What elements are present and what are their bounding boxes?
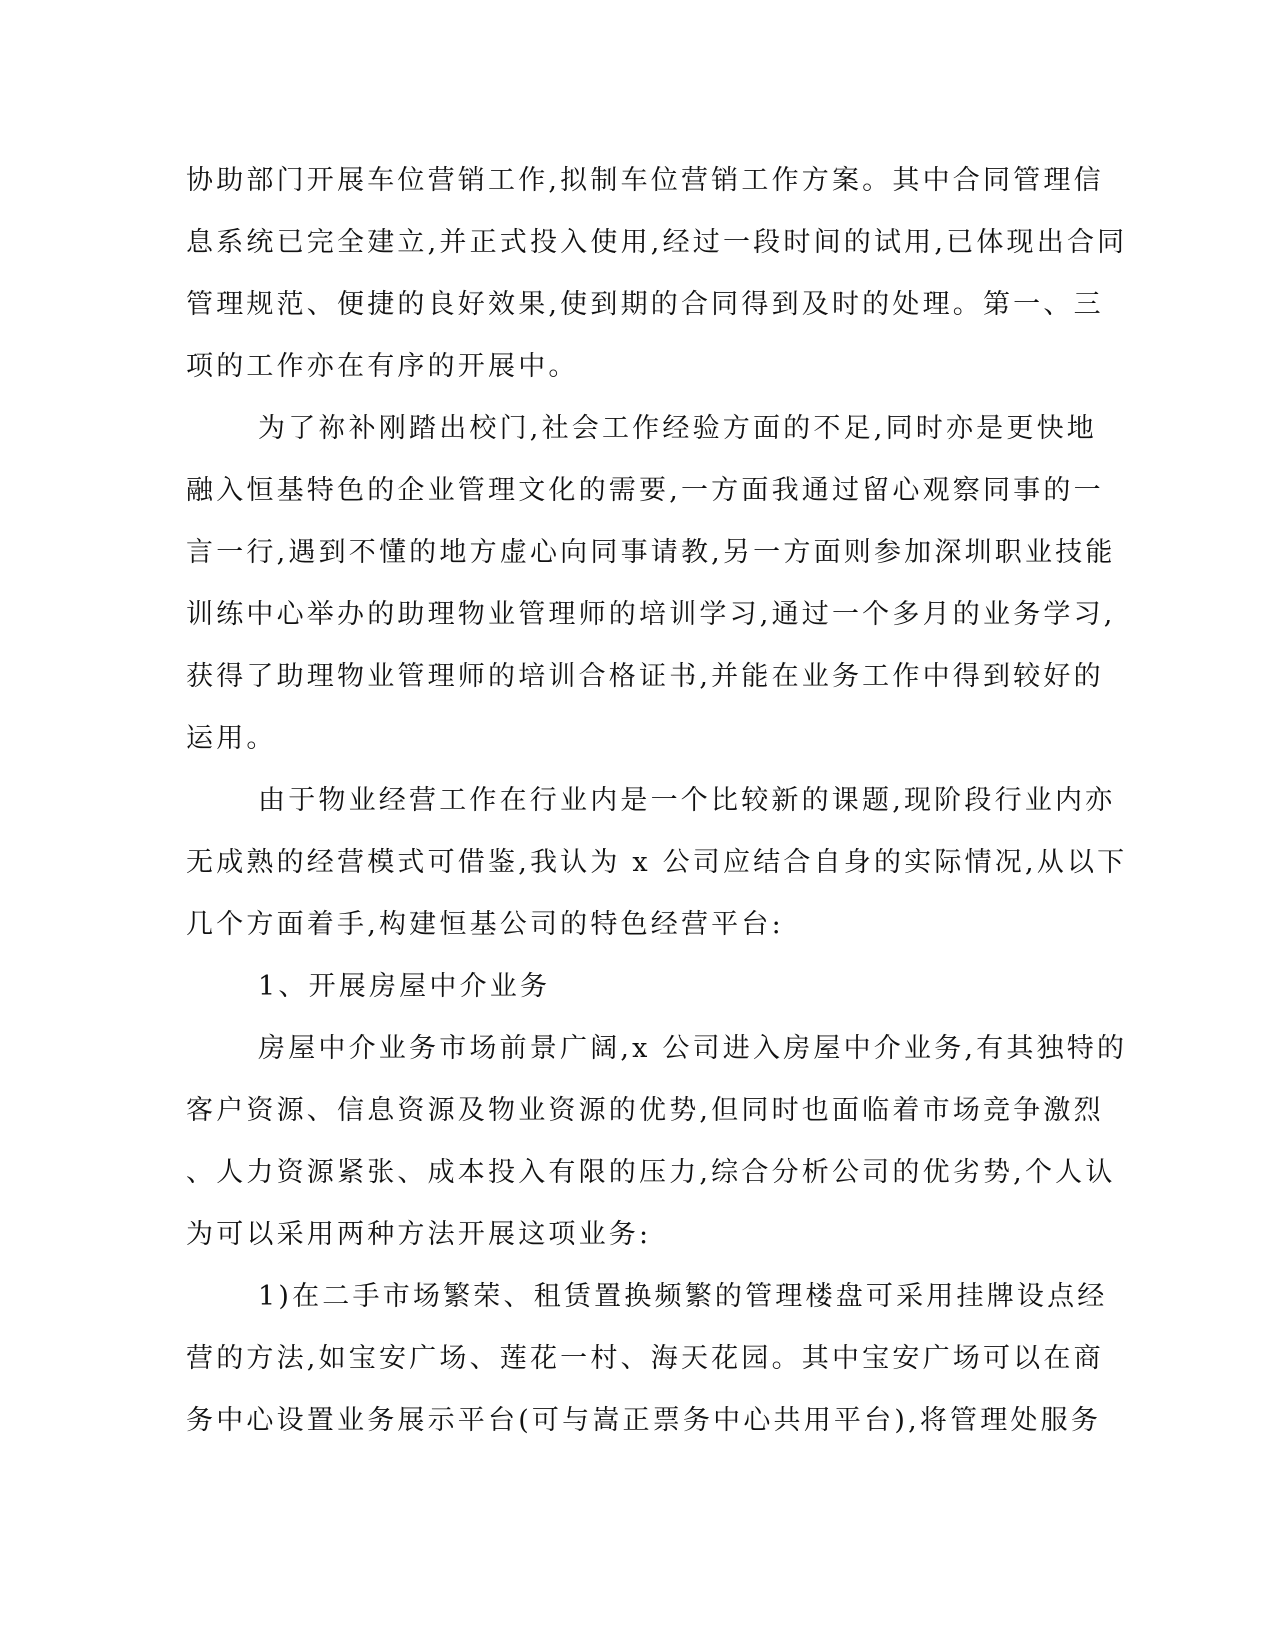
text-line: 训练中心举办的助理物业管理师的培训学习,通过一个多月的业务学习, <box>186 599 1116 630</box>
paragraph-first-line: 为了祢补刚踏出校门,社会工作经验方面的不足,同时亦是更快地 <box>258 413 1097 444</box>
text-line: 息系统已完全建立,并正式投入使用,经过一段时间的试用,已体现出合同 <box>186 227 1128 258</box>
text-line: 营的方法,如宝安广场、莲花一村、海天花园。其中宝安广场可以在商 <box>186 1343 1104 1374</box>
text-line: 无成熟的经营模式可借鉴,我认为 x 公司应结合自身的实际情况,从以下 <box>186 847 1128 878</box>
paragraph-first-line: 由于物业经营工作在行业内是一个比较新的课题,现阶段行业内亦 <box>258 785 1116 816</box>
text-line: 融入恒基特色的企业管理文化的需要,一方面我通过留心观察同事的一 <box>186 475 1104 506</box>
text-line: 言一行,遇到不懂的地方虚心向同事请教,另一方面则参加深圳职业技能 <box>186 537 1116 568</box>
text-line: 协助部门开展车位营销工作,拟制车位营销工作方案。其中合同管理信 <box>186 165 1104 196</box>
text-line: 运用。 <box>186 723 277 754</box>
text-line: 获得了助理物业管理师的培训合格证书,并能在业务工作中得到较好的 <box>186 661 1104 692</box>
text-line: 为可以采用两种方法开展这项业务: <box>186 1219 652 1250</box>
text-line: 、人力资源紧张、成本投入有限的压力,综合分析公司的优劣势,个人认 <box>186 1157 1116 1188</box>
text-line: 管理规范、便捷的良好效果,使到期的合同得到及时的处理。第一、三 <box>186 289 1104 320</box>
text-line: 几个方面着手,构建恒基公司的特色经营平台: <box>186 909 784 940</box>
section-heading: 1、开展房屋中介业务 <box>258 971 551 1002</box>
list-item-first-line: 1)在二手市场繁荣、租赁置换频繁的管理楼盘可采用挂牌设点经 <box>258 1281 1108 1312</box>
paragraph-first-line: 房屋中介业务市场前景广阔,x 公司进入房屋中介业务,有其独特的 <box>258 1033 1128 1064</box>
text-line: 项的工作亦在有序的开展中。 <box>186 351 579 382</box>
text-line: 务中心设置业务展示平台(可与嵩正票务中心共用平台),将管理处服务 <box>186 1405 1102 1436</box>
document-body <box>186 150 1128 1452</box>
text-line: 客户资源、信息资源及物业资源的优势,但同时也面临着市场竞争激烈 <box>186 1095 1104 1126</box>
